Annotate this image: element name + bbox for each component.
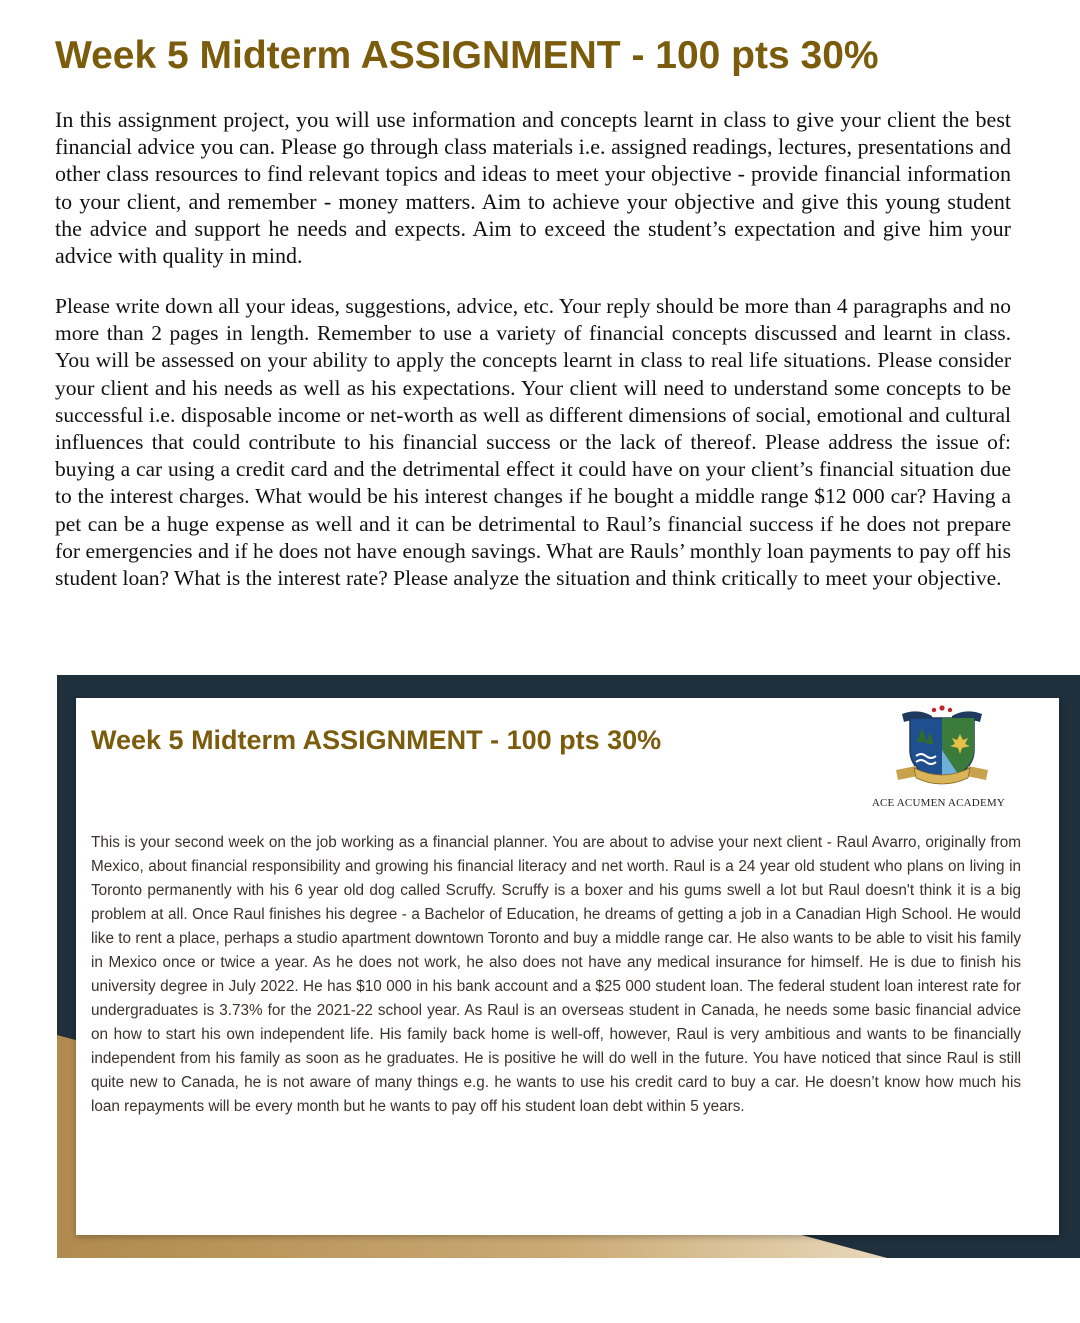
page-title: Week 5 Midterm ASSIGNMENT - 100 pts 30%: [55, 34, 879, 77]
card-title: Week 5 Midterm ASSIGNMENT - 100 pts 30%: [91, 725, 662, 755]
academy-crest-icon: [888, 704, 996, 790]
client-brief-card: [76, 698, 1059, 1235]
academy-name: ACE ACUMEN ACADEMY: [871, 797, 1005, 809]
client-brief-text: This is your second week on the job working as a financial planner. You are about to advise your next client - Raul Avarro, originally from Mexico, about financial responsibility and growing his financial literacy and net worth. Raul is a 24 year old student who plans on living in Toronto permanently with his 6 year old dog called Scruffy. Scruffy is a boxer and his gums swell a lot but Raul doesn't think it is a big problem at all. Once Raul finishes his degree - a Bachelor of Education, he dreams of getting a job in a Canadian High School. He would like to rent a place, perhaps a studio apartment downtown Toronto and buy a middle range car. He also wants to be able to visit his family in Mexico once or twice a year. As he does not work, he also does not have any medical insurance for himself. He is due to finish his university degree in July 2022. He has $10 000 in his bank account and a $25 000 student loan. The federal student loan interest rate for undergraduates is 3.73% for the 2021-22 school year. As Raul is an overseas student in Canada, he needs some basic financial advice on how to start his own independent life. His family back home is well-off, however, Raul is very ambitious and wants to be financially independent from his family as soon as he graduates. He is positive he will do well in the future. You have noticed that since Raul is still quite new to Canada, he is not aware of many things e.g. he wants to use his credit card to buy a car. He doesn’t know how much his loan repayments will be every month but he wants to pay off his student loan debt within 5 years.: [91, 834, 1021, 1115]
instructions-paragraph-2: Please write down all your ideas, suggestions, advice, etc. Your reply should be more than 4 paragraphs and no more than 2 pages in length. Remember to use a variety of financial concepts discussed and learnt in class. You will be assessed on your ability to apply the concepts learnt in class to real life situations. Please consider your client and his needs as well as his expectations. Your client will need to understand some concepts to be successful i.e. disposable income or net-worth as well as different dimensions of social, emotional and cultural influences that could contribute to his financial success or the lack of thereof. Please address the issue of: buying a car using a credit card and the detrimental effect it could have on your client’s financial situation due to the interest charges. What would be his interest changes if he bought a middle range $12 000 car? Having a pet can be a huge expense as well and it can be detrimental to Raul’s financial success if he does not prepare for emergencies and if he does not have enough savings. What are Rauls’ monthly loan payments to pay off his student loan? What is the interest rate? Please analyze the situation and think critically to meet your objective.: [55, 294, 1011, 591]
instructions-paragraph-1: In this assignment project, you will use information and concepts learnt in class to give your client the best financial advice you can. Please go through class materials i.e. assigned readings, lectures, presentations and other class resources to find relevant topics and ideas to meet your objective - provide financial information to your client, and remember - money matters. Aim to achieve your objective and give this young student the advice and support he needs and expects. Aim to exceed the student’s expectation and give him your advice with quality in mind.: [55, 107, 1011, 269]
